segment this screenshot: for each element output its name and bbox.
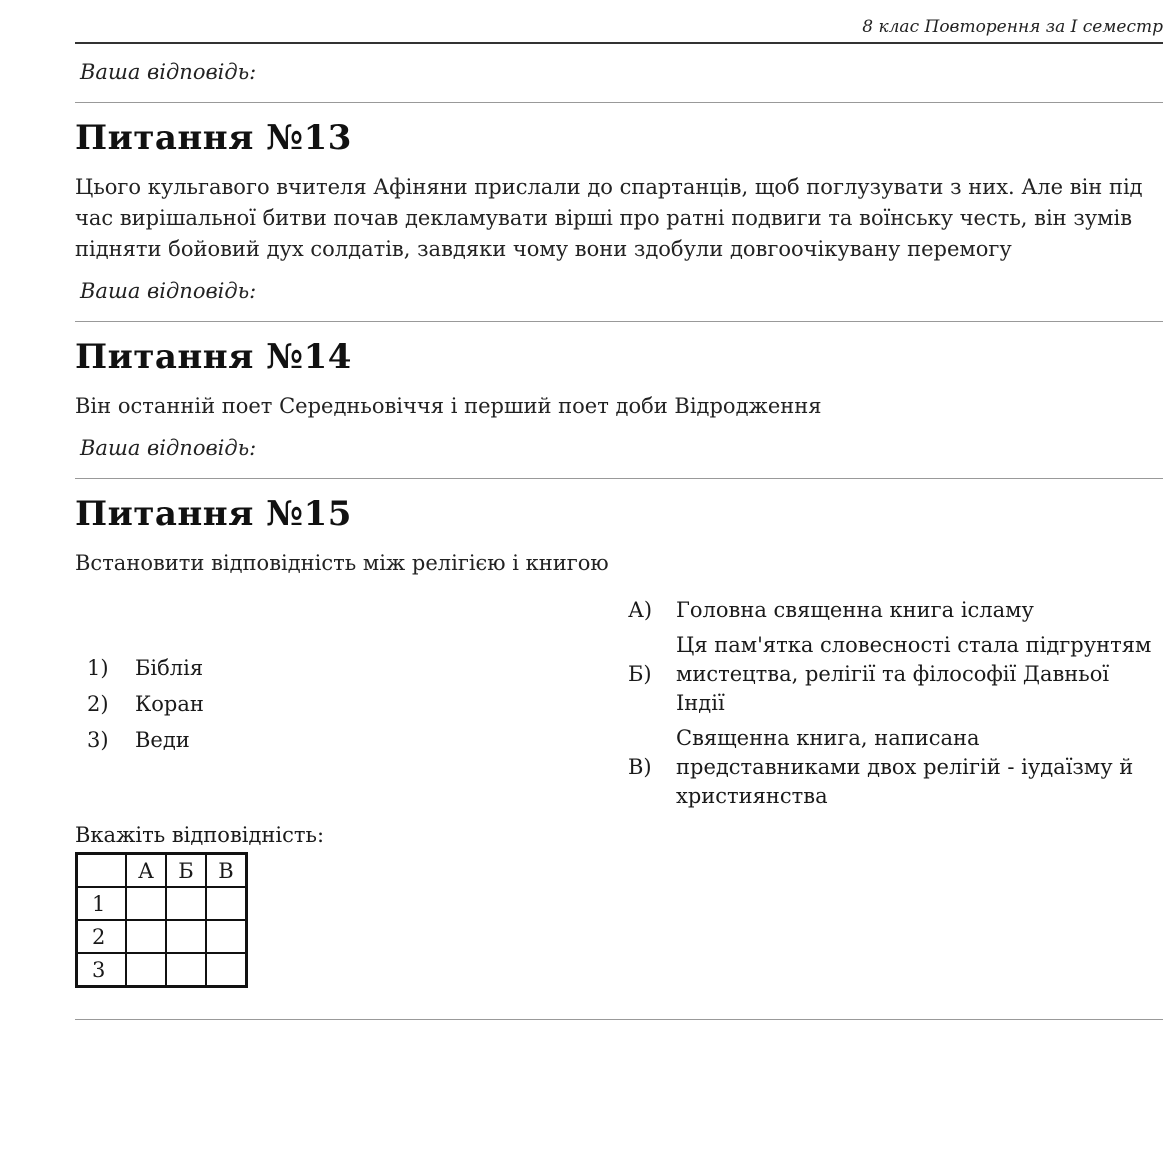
table-answer-cell[interactable] bbox=[206, 920, 247, 953]
table-row-header: 2 bbox=[77, 920, 127, 953]
list-item-label: Біблія bbox=[135, 656, 204, 680]
question-13-text: Цього кульгавого вчителя Афіняни прислали до спартанців, щоб поглузувати з них. Але він під час вирішальної битви почав декламувати вірші про ратні подвиги та воїнську честь, він зумів підняти бойовий дух солдатів, завдяки чому вони здобули довгоочікувану перемогу bbox=[75, 175, 1143, 261]
answer-match-table bbox=[75, 852, 248, 988]
option-item bbox=[628, 724, 1163, 811]
match-label: Вкажіть відповідність: bbox=[75, 823, 325, 847]
answer-label-q12: Ваша відповідь: bbox=[80, 60, 257, 84]
list-item-number: 1) bbox=[87, 656, 109, 680]
answer-label-q14: Ваша відповідь: bbox=[80, 436, 257, 460]
list-item-label: Коран bbox=[135, 692, 204, 716]
option-text: Головна священна книга ісламу bbox=[676, 598, 1034, 622]
list-item bbox=[87, 722, 204, 758]
list-item-label: Веди bbox=[135, 728, 190, 752]
option-text: Священна книга, написана представниками двох релігій - іудаїзму й християнства bbox=[676, 726, 1134, 808]
answer-line-q12[interactable] bbox=[75, 102, 1163, 103]
table-column-header: Б bbox=[166, 854, 206, 888]
table-answer-cell[interactable] bbox=[126, 953, 166, 987]
option-letter: А) bbox=[628, 598, 653, 622]
question-13-title: Питання №13 bbox=[75, 118, 352, 158]
question-15-title: Питання №15 bbox=[75, 494, 352, 534]
option-letter: Б) bbox=[628, 662, 652, 686]
question-14-text: Він останній поет Середньовіччя і перший поет доби Відродження bbox=[75, 394, 822, 418]
answer-label-q13: Ваша відповідь: bbox=[80, 279, 257, 303]
option-text: Ця пам'ятка словесності стала підгрунтям мистецтва, релігії та філософії Давньої Індії bbox=[676, 633, 1152, 715]
list-item bbox=[87, 650, 204, 686]
table-corner-cell bbox=[77, 854, 127, 888]
list-item-number: 3) bbox=[87, 728, 109, 752]
table-row-header: 3 bbox=[77, 953, 127, 987]
list-item-number: 2) bbox=[87, 692, 109, 716]
option-item bbox=[628, 596, 1163, 625]
header-divider bbox=[75, 42, 1163, 44]
table-answer-cell[interactable] bbox=[166, 920, 206, 953]
table-header-row bbox=[77, 854, 247, 888]
answer-line-q14[interactable] bbox=[75, 478, 1163, 479]
book-description-list bbox=[628, 596, 1163, 817]
table-row bbox=[77, 920, 247, 953]
list-item bbox=[87, 686, 204, 722]
table-row bbox=[77, 953, 247, 987]
religion-list bbox=[87, 650, 204, 758]
option-item bbox=[628, 631, 1163, 718]
table-answer-cell[interactable] bbox=[166, 953, 206, 987]
table-answer-cell[interactable] bbox=[206, 887, 247, 920]
table-column-header: В bbox=[206, 854, 247, 888]
table-row-header: 1 bbox=[77, 887, 127, 920]
question-14-title: Питання №14 bbox=[75, 337, 352, 377]
answer-line-q13[interactable] bbox=[75, 321, 1163, 322]
question-15-text: Встановити відповідність між релігією і книгою bbox=[75, 551, 609, 575]
page-header-title: 8 клас Повторення за І семестр bbox=[862, 17, 1163, 37]
table-row bbox=[77, 887, 247, 920]
table-answer-cell[interactable] bbox=[206, 953, 247, 987]
section-end-divider bbox=[75, 1019, 1163, 1020]
table-answer-cell[interactable] bbox=[126, 920, 166, 953]
option-letter: В) bbox=[628, 755, 652, 779]
table-answer-cell[interactable] bbox=[166, 887, 206, 920]
table-column-header: А bbox=[126, 854, 166, 888]
table-answer-cell[interactable] bbox=[126, 887, 166, 920]
